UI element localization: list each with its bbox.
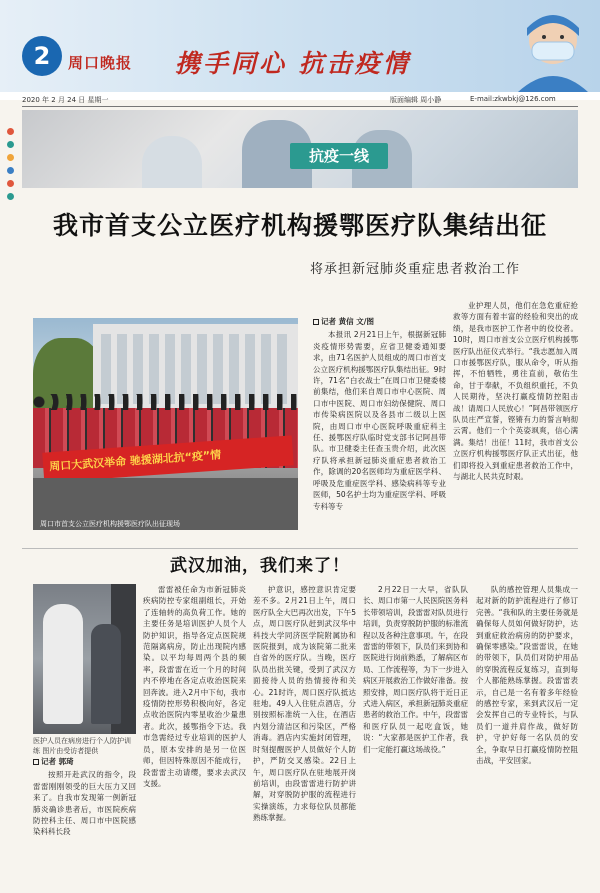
header-rule: [22, 106, 578, 107]
story2-column-4: [363, 584, 468, 880]
story2-column-5: [476, 584, 578, 880]
story-divider: [22, 548, 578, 549]
newspaper-name: 周口晚报: [68, 54, 133, 72]
contact-email: E-mail:zkwbkj@126.com: [470, 95, 556, 103]
story2-column-2: [143, 584, 246, 880]
page-number-badge: 2: [22, 36, 62, 76]
training-photo: [33, 584, 136, 734]
story2-text-3: 护意识，感控意识肯定要差不多。2月21日上午，周口医疗队全大巴再次出发，下午5点，周口医疗队赶到武汉华中科技大学同济医学院附属协和医院报到，成为该院第二批来自省外的医疗队。当晚，医疗队员出批关键，受到了武汉方面接待人员的热情接待和关心。21时许，周口医疗队抵达驻地。49人入住驻点酒店，分别按照标准统一入住，在酒店内划分清洁区和污染区，严格消毒。酒店内实施封闭管理，时刻提醒医护人员做好个人防护，严防交叉感染。22日上午，周口医疗队在驻地展开岗前培训，由段雷雷进行防护讲解，对穿脱防护服的流程进行实操演练，力求每位队员都能熟练掌握。: [253, 585, 356, 823]
story2-byline: 记者 郭琦: [33, 756, 136, 767]
story2-text-5: 队的感控管理人员集成一起对新的防护流程进行了修订完善。“我和队的主要任务就是确保每人员如何做好防护，达到重症救治病房的防护要求，确保零感染。”段雷雷说，在她的带领下，队员们对防护用品的穿脱流程反复练习，直到每个人都能熟练掌握。段雷雷表示，自己是一名有着多年经验的感控专家，来到武汉后一定会发挥自己的专业特长，与队员们一道并肩作战，做好防护，守护好每一名队员的安全，争取早日打赢疫情防控阻击战，平安回家。: [476, 585, 578, 766]
page-editor: 版面编辑 周小静: [390, 96, 442, 104]
photo-caption: 周口市首支公立医疗机构援鄂医疗队出征现场: [40, 520, 180, 528]
story2-text-4: 2月22日一大早，省队队长、周口市第一人民医院医务科长带领培训，段雷雷对队员进行培训，负责穿脱防护服的标准流程以及各种注意事项。午，在段雷雷的带领下，队员们来到协和医院进行岗前熟悉，了解病区布局、工作流程等，为下一步进入病区开展救治工作做好准备。按照安排，周口医疗队将于近日正式进入病区，承担新冠肺炎重症患者的救治工作。中午，段雷雷和医疗队员一起吃盒饭，她说：“大家都是医护工作者，我们一定能打赢这场战役。”: [363, 585, 468, 754]
story1-text-2: 业护理人员，他们在急危重症抢救等方面有着丰富的经验和突出的成绩，是我市医护工作者中的佼佼者。10时，周口市首支公立医疗机构援鄂医疗队出征仪式举行。“我志愿加入周口市援鄂医疗队，服从命令，听从指挥，不怕牺牲，勇往直前，敬佑生命，甘于奉献，不负组织重托，不负人民期待，坚决打赢疫情防控阻击战！请周口人民放心！”阿昌带领医疗队员庄严宣誓，铿锵有力的誓言响彻云霄。他们一个个英姿飒爽，信心满满。集结！出征！11时，我市首支公立医疗机构援鄂医疗队正式出征，他们即将投入到重症患者救治工作中，与湖北人民共克时艰。: [453, 301, 578, 482]
main-subheadline: 将承担新冠肺炎重症患者救治工作: [309, 262, 520, 277]
second-headline: 武汉加油，我们来了！: [170, 556, 350, 576]
story2-text-2: 雷雷被任命为市新冠肺炎疾病防控专家组副组长，开始了连轴转的高负荷工作。她的主要任务是培训医护人员个人防护知识，指导各定点医院规范隔离病房，防止出现院内感染。以平均每周两个县的频率，段雷雷在近一个月的时间内不停地在各定点收治医院来回奔波。进入2月中下旬，我市疫情防控形势积极向好，各定点收治医院内零星收治少量患者。此次，援鄂指令下达。我市急需经过专业培训的医护人员，原本安排的是另一位医师，但因特殊原因不能成行，段雷雷主动请缨，要求去武汉支援。: [143, 585, 246, 788]
story1-byline: 记者 黄信 文/图: [313, 316, 446, 327]
story2-column-1: [33, 756, 136, 876]
story1-text-1: 本报讯 2月21日上午，根据新冠肺炎疫情形势需要，应省卫健委通知要求，由71名医护人员组成的周口市首支公立医疗机构援鄂医疗队集结出征。9时许，71名“白衣战士”在周口市卫健委楼前集结，他们来自周口市中心医院、周口市中医院、周口市妇幼保健院、周口市传染病医院以及各县市二级以上医院，由周口市中心医院呼吸重症科主任、援鄂医疗队临时党支部书记阿昌带队。市卫健委主任查玉贵介绍，此次医疗队将承担新冠肺炎重症患者救治工作，除调的20名医师均为重症医学科、呼吸及危重症医学科、感染病科等专业医师，50名护士均为重症医学科、呼吸专科等专: [313, 330, 446, 511]
issue-date: 2020 年 2 月 24 日 星期一: [22, 96, 109, 104]
masked-doctor-icon: [512, 6, 594, 92]
departure-photo: [33, 318, 298, 530]
story2-text-1: 按照开赴武汉的指令，段雷雷刚刚领受的巨大压力又回来了。自我市发现第一例新冠肺炎确诊患者后，市医院疾病防控科主任、周口市中医院感染科科长段: [33, 770, 136, 837]
main-headline: 我市首支公立医疗机构援鄂医疗队集结出征: [52, 211, 547, 240]
story2-column-3: [253, 584, 356, 880]
masthead-slogan: 携手同心 抗击疫情: [175, 49, 411, 78]
training-photo-caption: 医护人员在病房进行个人防护训练 图片由受访者提供: [33, 737, 131, 755]
photo-banner-text: 周口大武汉举命 驰援湖北抗“疫”情: [42, 435, 293, 482]
decorative-dots: [4, 128, 18, 228]
masthead: [0, 0, 600, 100]
section-tag: 抗疫一线: [290, 143, 388, 169]
story1-column-1: [313, 316, 446, 544]
story1-column-2: [453, 300, 578, 540]
